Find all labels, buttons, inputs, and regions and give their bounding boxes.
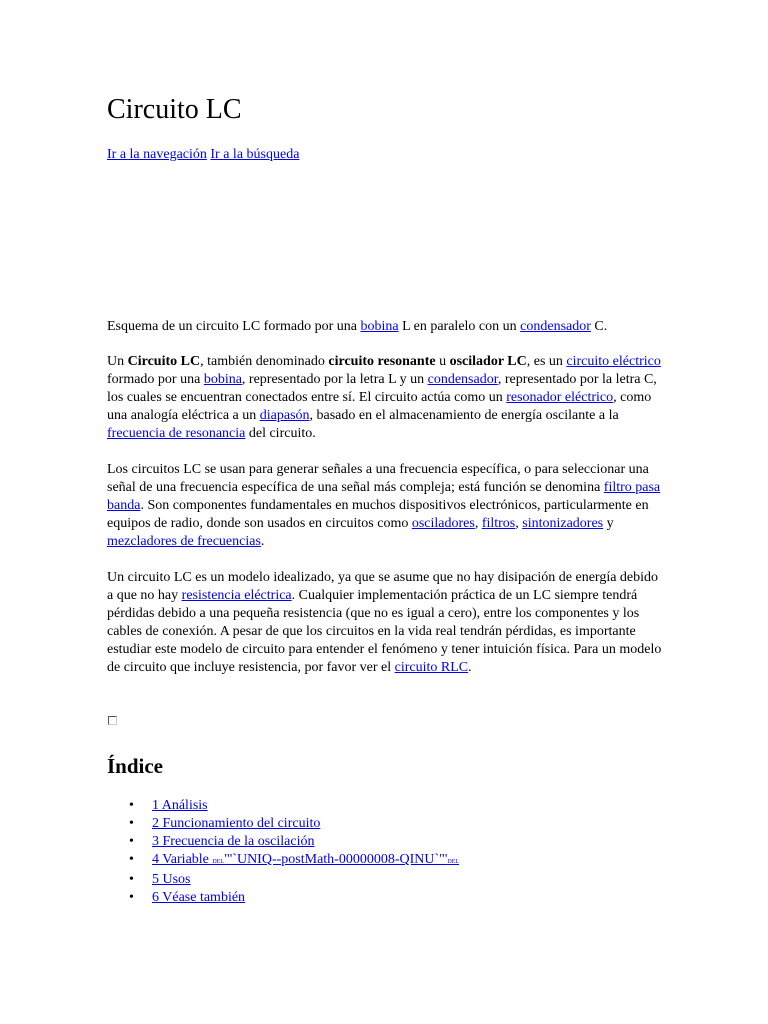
- text: u: [435, 354, 450, 369]
- toc-item: [107, 889, 662, 907]
- text: , como una analogía eléctrica a un: [107, 390, 652, 423]
- link-bobina[interactable]: bobina: [360, 319, 399, 334]
- text: , representado por la letra C, los cuales se encuentran conectados entre sí. El circuito actúa como un: [107, 372, 657, 405]
- toc-toggle-checkbox[interactable]: [108, 716, 117, 725]
- link-diapason[interactable]: diapasón: [259, 408, 310, 423]
- text: , basado en el almacenamiento de energía oscilante a la: [309, 408, 619, 423]
- link-resistencia-electrica[interactable]: resistencia eléctrica: [181, 588, 292, 603]
- link-filtro-pasa-banda[interactable]: filtro pasa banda: [107, 480, 661, 513]
- link-mezcladores-de-frecuencias[interactable]: mezcladores de frecuencias: [107, 534, 261, 549]
- text: , también denominado: [200, 354, 329, 369]
- figure-caption: [107, 318, 662, 336]
- bold-term: circuito resonante: [328, 354, 436, 369]
- toc-link-usos[interactable]: 5 Usos: [152, 872, 191, 887]
- del-marker: DEL: [212, 859, 225, 865]
- link-condensador[interactable]: condensador: [427, 372, 498, 387]
- text: del circuito.: [245, 426, 316, 441]
- caption-text: C.: [590, 319, 608, 334]
- toc-link-funcionamiento[interactable]: 2 Funcionamiento del circuito: [152, 816, 321, 831]
- table-of-contents: [107, 797, 662, 907]
- toc-link-text: "'`UNIQ--postMath-00000008-QINU`"': [224, 852, 448, 867]
- bold-term: Circuito LC: [127, 354, 201, 369]
- toc-item: [107, 797, 662, 815]
- toc-link-frecuencia[interactable]: 3 Frecuencia de la oscilación: [152, 834, 315, 849]
- toc-heading: Índice: [107, 754, 164, 778]
- text: .: [468, 660, 472, 675]
- text: ,: [474, 516, 482, 531]
- toc-item: [107, 851, 662, 871]
- caption-text: L en paralelo con un: [398, 319, 521, 334]
- text: ,: [515, 516, 523, 531]
- link-frecuencia-de-resonancia[interactable]: frecuencia de resonancia: [107, 426, 246, 441]
- toc-link-text: 4 Variable: [152, 852, 213, 867]
- link-condensador[interactable]: condensador: [520, 319, 591, 334]
- caption-text: Esquema de un circuito LC formado por una: [107, 319, 361, 334]
- link-sintonizadores[interactable]: sintonizadores: [522, 516, 604, 531]
- text: Un: [107, 354, 128, 369]
- text: .: [260, 534, 265, 549]
- text: y: [603, 516, 614, 531]
- ideal-model-paragraph: [107, 569, 662, 677]
- skip-to-navigation-link[interactable]: Ir a la navegación: [107, 147, 207, 162]
- text: formado por una: [107, 372, 204, 387]
- del-marker: DEL: [447, 859, 460, 865]
- toc-link-vease-tambien[interactable]: 6 Véase también: [152, 890, 246, 905]
- intro-paragraph: [107, 353, 662, 443]
- text: . Son componentes fundamentales en muchos dispositivos electrónicos, particularmente en equipos de radio, donde son usados en circuitos como: [107, 498, 649, 531]
- page-title: Circuito LC: [107, 94, 242, 125]
- skip-links: [107, 146, 299, 164]
- text: Un circuito LC es un modelo idealizado, ya que se asume que no hay disipación de energía debido a que no hay: [107, 570, 659, 603]
- text: . Cualquier implementación práctica de un LC siempre tendrá pérdidas debido a una pequeña resistencia (que no es igual a cero), entre los componentes y los cables de conexión. A pesar de que los circuitos en la vida real tendrán pérdidas, es importante estudiar este modelo de circuito para entender el fenómeno y tener intuición física. Para un modelo de circuito que incluye resistencia, por favor ver el: [107, 588, 662, 675]
- text: , representado por la letra L y un: [241, 372, 428, 387]
- link-osciladores[interactable]: osciladores: [411, 516, 475, 531]
- link-filtros[interactable]: filtros: [481, 516, 516, 531]
- text: , es un: [526, 354, 567, 369]
- link-circuito-electrico[interactable]: circuito eléctrico: [566, 354, 661, 369]
- toc-link-variable[interactable]: [152, 852, 459, 867]
- toc-item: [107, 815, 662, 833]
- toc-item: [107, 833, 662, 851]
- link-bobina[interactable]: bobina: [203, 372, 242, 387]
- toc-link-analisis[interactable]: 1 Análisis: [152, 798, 208, 813]
- link-resonador-electrico[interactable]: resonador eléctrico: [506, 390, 614, 405]
- text: Los circuitos LC se usan para generar señales a una frecuencia específica, o para seleccionar una señal de una frecuencia específica de una señal más compleja; está función se denomina: [107, 462, 649, 495]
- link-circuito-rlc[interactable]: circuito RLC: [394, 660, 469, 675]
- skip-to-search-link[interactable]: Ir a la búsqueda: [210, 147, 300, 162]
- toc-item: [107, 871, 662, 889]
- bold-term: oscilador LC: [449, 354, 527, 369]
- usage-paragraph: [107, 461, 662, 551]
